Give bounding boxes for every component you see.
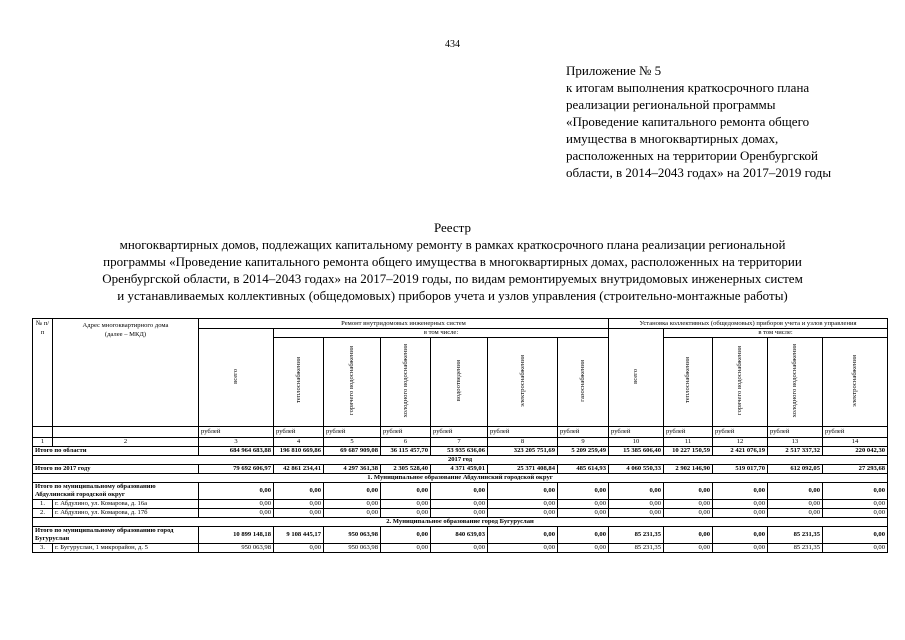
appendix-line: Приложение № 5	[566, 63, 662, 78]
header-install-electricity: электроснабжения	[823, 338, 888, 427]
header-repair-total: всего	[199, 329, 274, 427]
value-cell: 2 305 528,40	[381, 465, 431, 474]
section-header-row	[33, 474, 888, 483]
value-cell: 0,00	[823, 509, 888, 518]
value-cell: 0,00	[823, 483, 888, 500]
header-gas: газоснабжения	[558, 338, 609, 427]
row-label: Итого по 2017 году	[33, 465, 199, 474]
value-cell: 0,00	[823, 500, 888, 509]
unit-label: рублей	[488, 427, 558, 438]
section2-total-row	[33, 527, 888, 544]
value-cell: 2 517 337,32	[768, 447, 823, 456]
value-cell: 0,00	[713, 500, 768, 509]
value-cell: 612 092,05	[768, 465, 823, 474]
value-cell: 0,00	[381, 527, 431, 544]
year-total-row	[33, 465, 888, 474]
value-cell: 0,00	[768, 483, 823, 500]
column-number: 9	[558, 438, 609, 447]
value-cell: 0,00	[274, 509, 324, 518]
row-address: г. Бугуруслан, 1 микрорайон, д. 5	[53, 544, 199, 553]
header-heat: теплоснабжения	[274, 338, 324, 427]
table-row	[33, 544, 888, 553]
unit-label: рублей	[381, 427, 431, 438]
column-number: 4	[274, 438, 324, 447]
value-cell: 0,00	[558, 483, 609, 500]
value-cell: 0,00	[274, 500, 324, 509]
row-number: 3.	[33, 544, 53, 553]
value-cell: 0,00	[274, 544, 324, 553]
value-cell: 0,00	[609, 483, 664, 500]
unit-label: рублей	[274, 427, 324, 438]
column-number: 11	[664, 438, 713, 447]
value-cell: 220 042,30	[823, 447, 888, 456]
row-address: г. Абдулино, ул. Комарова, д. 17б	[53, 509, 199, 518]
value-cell: 0,00	[558, 544, 609, 553]
column-number: 5	[324, 438, 381, 447]
table-row	[33, 500, 888, 509]
value-cell: 15 385 606,40	[609, 447, 664, 456]
row-label: Итого по области	[33, 447, 199, 456]
unit-label: рублей	[199, 427, 274, 438]
unit-label: рублей	[324, 427, 381, 438]
value-cell: 0,00	[713, 527, 768, 544]
header-repair: Ремонт внутридомовых инженерных систем	[199, 319, 609, 329]
value-cell: 42 861 234,41	[274, 465, 324, 474]
column-number: 7	[431, 438, 488, 447]
unit-label: рублей	[609, 427, 664, 438]
header-install-including: в том числе:	[664, 329, 888, 338]
value-cell: 950 063,98	[324, 544, 381, 553]
value-cell: 27 293,68	[823, 465, 888, 474]
year-header: 2017 год	[33, 456, 888, 465]
appendix-note	[566, 62, 896, 181]
appendix-line: к итогам выполнения краткосрочного плана	[566, 80, 810, 95]
value-cell: 10 227 150,59	[664, 447, 713, 456]
value-cell: 69 687 909,08	[324, 447, 381, 456]
title-line: многоквартирных домов, подлежащих капитальному ремонту в рамках краткосрочного плана реализации региональной	[119, 237, 786, 252]
value-cell: 0,00	[823, 527, 888, 544]
value-cell: 0,00	[488, 500, 558, 509]
document-title	[20, 219, 885, 304]
value-cell: 0,00	[664, 509, 713, 518]
section1-title: 1. Муниципальное образование Абдулинский городской округ	[33, 474, 888, 483]
value-cell: 0,00	[381, 509, 431, 518]
value-cell: 85 231,35	[609, 544, 664, 553]
unit-label: рублей	[823, 427, 888, 438]
value-cell: 85 231,35	[768, 544, 823, 553]
column-number: 13	[768, 438, 823, 447]
value-cell: 0,00	[664, 544, 713, 553]
value-cell: 0,00	[713, 483, 768, 500]
column-numbers-row	[33, 438, 888, 447]
appendix-line: области, в 2014–2043 годах» на 2017–2019 годы	[566, 165, 832, 180]
header-repair-including: в том числе:	[274, 329, 609, 338]
value-cell: 0,00	[431, 500, 488, 509]
unit-label: рублей	[558, 427, 609, 438]
header-cold-water: холодного водоснабжения	[381, 338, 431, 427]
value-cell: 0,00	[324, 483, 381, 500]
value-cell: 0,00	[324, 500, 381, 509]
value-cell: 0,00	[768, 500, 823, 509]
row-label: Итого по муниципальному образованию город Бугуруслан	[33, 527, 199, 544]
unit-label: рублей	[664, 427, 713, 438]
value-cell: 85 231,35	[609, 527, 664, 544]
row-address: г. Абдулино, ул. Комарова, д. 16а	[53, 500, 199, 509]
value-cell: 196 810 669,86	[274, 447, 324, 456]
value-cell: 0,00	[488, 509, 558, 518]
section1-total-row	[33, 483, 888, 500]
header-electricity: электроснабжения	[488, 338, 558, 427]
value-cell: 950 063,98	[199, 544, 274, 553]
unit-label: рублей	[431, 427, 488, 438]
region-total-row	[33, 447, 888, 456]
value-cell: 0,00	[381, 483, 431, 500]
registry-table	[32, 318, 888, 553]
value-cell: 0,00	[431, 509, 488, 518]
unit-label: рублей	[768, 427, 823, 438]
value-cell: 0,00	[609, 500, 664, 509]
value-cell: 0,00	[558, 509, 609, 518]
value-cell: 0,00	[768, 509, 823, 518]
value-cell: 519 017,70	[713, 465, 768, 474]
value-cell: 840 639,03	[431, 527, 488, 544]
page-number: 434	[445, 39, 460, 50]
row-label: Итого по муниципальному образованию Абдулинский городской округ	[33, 483, 199, 500]
header-install: Установка коллективных (общедомовых) приборов учета и узлов управления	[609, 319, 888, 329]
title-line: Оренбургской области, в 2014–2043 годах» на 2017–2019 годы, по видам ремонтируемых внутридомовых инженерных систем	[102, 271, 803, 286]
value-cell: 0,00	[381, 500, 431, 509]
value-cell: 4 297 361,38	[324, 465, 381, 474]
header-drainage: водоотведения	[431, 338, 488, 427]
unit-label: рублей	[713, 427, 768, 438]
value-cell: 0,00	[558, 527, 609, 544]
row-number: 2.	[33, 509, 53, 518]
title-heading: Реестр	[433, 220, 472, 235]
value-cell: 9 108 445,17	[274, 527, 324, 544]
column-number: 1	[33, 438, 53, 447]
value-cell: 10 899 148,18	[199, 527, 274, 544]
value-cell: 0,00	[488, 527, 558, 544]
value-cell: 2 421 076,19	[713, 447, 768, 456]
value-cell: 0,00	[713, 509, 768, 518]
value-cell: 0,00	[199, 509, 274, 518]
section2-title: 2. Муниципальное образование город Бугуруслан	[33, 518, 888, 527]
value-cell: 25 371 408,84	[488, 465, 558, 474]
header-install-cold-water: холодного водоснабжения	[768, 338, 823, 427]
appendix-line: расположенных на территории Оренбургской	[566, 148, 818, 163]
year-header-row	[33, 456, 888, 465]
table-row	[33, 509, 888, 518]
appendix-line: имущества в многоквартирных домах,	[566, 131, 779, 146]
header-install-total: всего	[609, 329, 664, 427]
value-cell: 0,00	[431, 544, 488, 553]
value-cell: 0,00	[274, 483, 324, 500]
header-address: Адрес многоквартирного дома (далее – МКД)	[53, 319, 199, 427]
column-number: 2	[53, 438, 199, 447]
column-number: 12	[713, 438, 768, 447]
column-number: 3	[199, 438, 274, 447]
value-cell: 0,00	[381, 544, 431, 553]
header-hot-water: горячего водоснабжения	[324, 338, 381, 427]
value-cell: 85 231,35	[768, 527, 823, 544]
value-cell: 0,00	[431, 483, 488, 500]
value-cell: 36 115 457,70	[381, 447, 431, 456]
appendix-line: реализации региональной программы	[566, 97, 776, 112]
value-cell: 0,00	[609, 509, 664, 518]
value-cell: 950 063,98	[324, 527, 381, 544]
value-cell: 0,00	[199, 483, 274, 500]
value-cell: 53 935 636,06	[431, 447, 488, 456]
value-cell: 4 371 459,01	[431, 465, 488, 474]
value-cell: 2 902 146,90	[664, 465, 713, 474]
value-cell: 0,00	[488, 544, 558, 553]
title-line: программы «Проведение капитального ремонта общего имущества в многоквартирных домах, расположенных на территории	[103, 254, 802, 269]
appendix-line: «Проведение капитального ремонта общего	[566, 114, 810, 129]
value-cell: 323 205 751,69	[488, 447, 558, 456]
value-cell: 0,00	[664, 527, 713, 544]
value-cell: 485 614,93	[558, 465, 609, 474]
column-number: 8	[488, 438, 558, 447]
value-cell: 5 209 259,49	[558, 447, 609, 456]
header-number: № п/п	[33, 319, 53, 427]
section-header-row	[33, 518, 888, 527]
value-cell: 684 964 683,88	[199, 447, 274, 456]
value-cell: 4 060 550,33	[609, 465, 664, 474]
title-line: и устанавливаемых коллективных (общедомовых) приборов учета и узлов управления (строительно-монтажные работы)	[117, 288, 788, 303]
value-cell: 0,00	[199, 500, 274, 509]
value-cell: 0,00	[664, 500, 713, 509]
units-row	[33, 427, 888, 438]
column-number: 6	[381, 438, 431, 447]
header-install-hot-water: горячего водоснабжения	[713, 338, 768, 427]
value-cell: 79 692 606,97	[199, 465, 274, 474]
column-number: 10	[609, 438, 664, 447]
value-cell: 0,00	[823, 544, 888, 553]
value-cell: 0,00	[664, 483, 713, 500]
value-cell: 0,00	[713, 544, 768, 553]
header-install-heat: теплоснабжения	[664, 338, 713, 427]
row-number: 1.	[33, 500, 53, 509]
column-number: 14	[823, 438, 888, 447]
value-cell: 0,00	[324, 509, 381, 518]
value-cell: 0,00	[488, 483, 558, 500]
value-cell: 0,00	[558, 500, 609, 509]
